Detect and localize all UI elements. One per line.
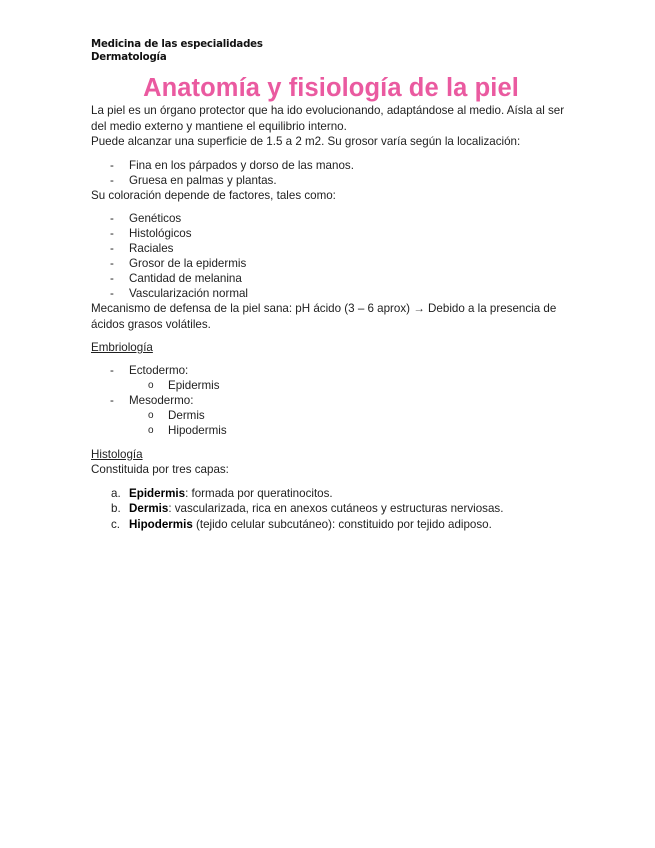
subject-name: Dermatología (91, 52, 167, 63)
ectoderm-sublist (91, 378, 571, 393)
list-item: - Vascularización normal (110, 287, 248, 300)
layer-item (91, 486, 571, 502)
dash-marker: - (110, 394, 114, 407)
dash-marker: - (110, 287, 114, 300)
dash-marker: - (110, 364, 114, 377)
coloration-list (91, 211, 571, 301)
list-item: - Raciales (110, 242, 174, 255)
thickness-list (91, 158, 571, 188)
dash-marker: - (110, 212, 114, 225)
coloration-lead: Su coloración depende de factores, tales como: (91, 188, 336, 202)
defense-paragraph: Mecanismo de defensa de la piel sana: pH ácido (3 – 6 aprox) → Debido a la presencia de ácidos grasos volátiles. (91, 302, 557, 331)
list-item: - Fina en los párpados y dorso de las manos. (110, 158, 354, 172)
dash-marker: - (110, 242, 114, 255)
document-page (91, 38, 571, 532)
surface-paragraph: Puede alcanzar una superficie de 1.5 a 2 m2. Su grosor varía según la localización: (91, 135, 521, 148)
dash-marker: - (110, 257, 114, 270)
list-item: - Gruesa en palmas y plantas. (110, 173, 277, 187)
list-item: - Histológicos (110, 227, 192, 240)
list-item: - Ectodermo: (110, 364, 189, 377)
layer-term: Dermis (129, 502, 169, 515)
embryology-list (91, 363, 571, 378)
list-item: - Cantidad de melanina (110, 272, 242, 285)
dash-marker: - (110, 173, 114, 187)
course-name: Medicina de las especialidades (91, 39, 263, 50)
list-item: - Genéticos (110, 212, 182, 225)
sub-list-item: o Dermis (148, 409, 205, 422)
list-item: - Grosor de la epidermis (110, 257, 247, 270)
dash-marker: - (110, 272, 114, 285)
embryology-heading: Embriología (91, 341, 153, 354)
histology-lead: Constituida por tres capas: (91, 463, 229, 476)
histology-heading: Histología (91, 448, 143, 461)
sub-list-item: o Hipodermis (148, 424, 227, 437)
list-item: - Mesodermo: (110, 394, 194, 407)
circle-marker: o (148, 425, 154, 436)
layer-term: Epidermis (129, 486, 186, 500)
layer-description: : formada por queratinocitos. (185, 486, 333, 500)
mesoderm-sublist (91, 408, 571, 438)
circle-marker: o (148, 410, 154, 421)
page-title: Anatomía y fisiología de la piel (143, 74, 519, 102)
dash-marker: - (110, 158, 114, 172)
histology-layers (91, 486, 571, 533)
layer-item (91, 501, 571, 517)
layer-description: (tejido celular subcutáneo): constituido por tejido adiposo. (192, 517, 492, 531)
embryology-list-continued (91, 393, 571, 408)
letter-marker: c. (111, 517, 121, 531)
dash-marker: - (110, 227, 114, 240)
layer-description: : vascularizada, rica en anexos cutáneos y estructuras nerviosas. (168, 502, 504, 515)
intro-paragraph: La piel es un órgano protector que ha ido evolucionando, adaptándose al medio. Aísla al ser del medio externo y mantiene el equilibrio interno. (91, 104, 565, 133)
layer-item (91, 517, 571, 533)
layer-term: Hipodermis (129, 517, 193, 531)
circle-marker: o (148, 380, 154, 391)
letter-marker: b. (111, 502, 121, 515)
sub-list-item: o Epidermis (148, 379, 220, 392)
letter-marker: a. (111, 486, 121, 500)
